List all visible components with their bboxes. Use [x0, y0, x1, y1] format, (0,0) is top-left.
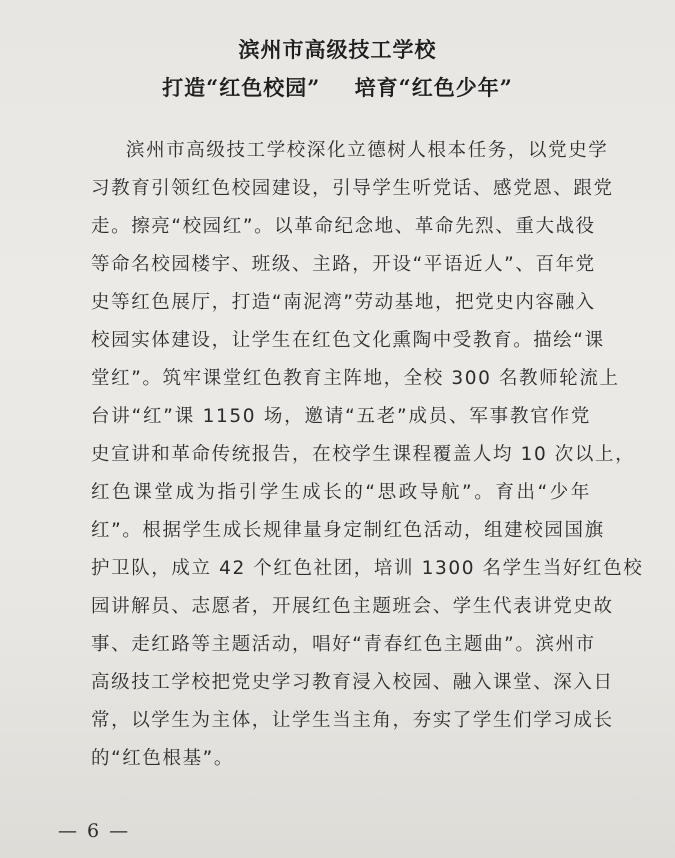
- subtitle-part-red-campus: 打造“红色校园”: [162, 75, 321, 100]
- paragraph-line: 习教育引领红色校园建设，引导学生听党话、感党恩、跟党: [91, 178, 614, 199]
- document-title: 滨州市高级技工学校: [238, 37, 437, 62]
- paragraph-line: 事、走红路等主题活动，唱好“青春红色主题曲”。滨州市: [91, 634, 596, 655]
- paragraph-line: 红色课堂成为指引学生成长的“思政导航”。育出“少年: [91, 482, 591, 503]
- paragraph-line: 园讲解员、志愿者，开展红色主题班会、学生代表讲党史故: [91, 596, 614, 617]
- paragraph-line: 高级技工学校把党史学习教育浸入校园、融入课堂、深入日: [91, 672, 614, 693]
- paragraph-line: 的“红色根基”。: [91, 748, 234, 769]
- paragraph-line: 红”。根据学生成长规律量身定制红色活动，组建校园国旗: [91, 520, 605, 541]
- page-number: — 6 —: [58, 820, 131, 842]
- paragraph-line: 滨州市高级技工学校深化立德树人根本任务，以党史学: [126, 140, 609, 161]
- paragraph-line: 校园实体建设，让学生在红色文化熏陶中受教育。描绘“课: [91, 330, 605, 351]
- paragraph-line: 史等红色展厅，打造“南泥湾”劳动基地，把党史内容融入: [91, 292, 596, 313]
- paragraph-line: 台讲“红”课 1150 场，邀请“五老”成员、军事教官作党: [91, 406, 591, 427]
- paragraph-line: 常，以学生为主体，让学生当主角，夯实了学生们学习成长: [91, 710, 614, 731]
- document-subtitle: [0, 72, 675, 102]
- paragraph-line: 护卫队，成立 42 个红色社团，培训 1300 名学生当好红色校: [91, 558, 644, 579]
- paragraph-line: 等命名校园楼宇、班级、主路，开设“平语近人”、百年党: [91, 254, 596, 275]
- paragraph-line: 堂红”。筑牢课堂红色教育主阵地，全校 300 名教师轮流上: [91, 368, 620, 389]
- paragraph-line: 史宣讲和革命传统报告，在校学生课程覆盖人均 10 次以上，: [91, 444, 636, 465]
- paragraph-line: 走。擦亮“校园红”。以革命纪念地、革命先烈、重大战役: [91, 216, 596, 237]
- subtitle-part-red-youth: 培育“红色少年”: [354, 75, 513, 100]
